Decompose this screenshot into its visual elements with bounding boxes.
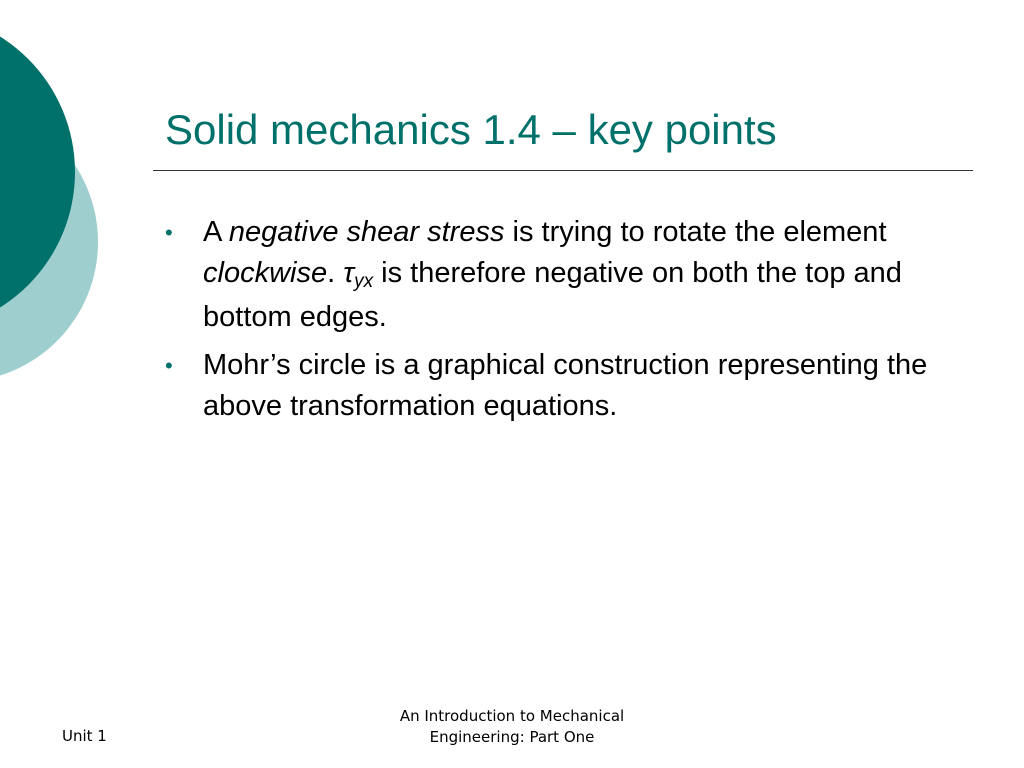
title-divider: [153, 170, 973, 171]
bullet-marker: •: [165, 220, 173, 245]
bullet-text-part: is trying to rotate the element: [504, 216, 887, 248]
bullet-text-part: .: [327, 257, 344, 289]
bullet-item: [165, 345, 965, 427]
footer-course-title: [362, 706, 662, 748]
bullet-marker: •: [165, 353, 173, 378]
footer-course-line: An Introduction to Mechanical: [399, 707, 625, 725]
bullet-text-part: is therefore negative on both the top and bottom edges.: [203, 257, 902, 333]
bullet-text-part: A: [203, 216, 229, 248]
emphasis-text: negative shear stress: [228, 216, 505, 248]
tau-symbol: τ: [343, 257, 355, 289]
footer-unit-label: Unit 1: [62, 727, 107, 745]
decorative-circles: [0, 0, 110, 420]
tau-subscript: yx: [354, 271, 374, 292]
slide-title: Solid mechanics 1.4 – key points: [165, 106, 777, 153]
emphasis-text: clockwise: [203, 257, 328, 289]
bullet-item: [165, 212, 965, 338]
bullet-list: [165, 212, 965, 434]
footer-course-line: Engineering: Part One: [429, 728, 595, 746]
bullet-text: Mohr’s circle is a graphical construction representing the above transformation equations.: [203, 349, 928, 422]
